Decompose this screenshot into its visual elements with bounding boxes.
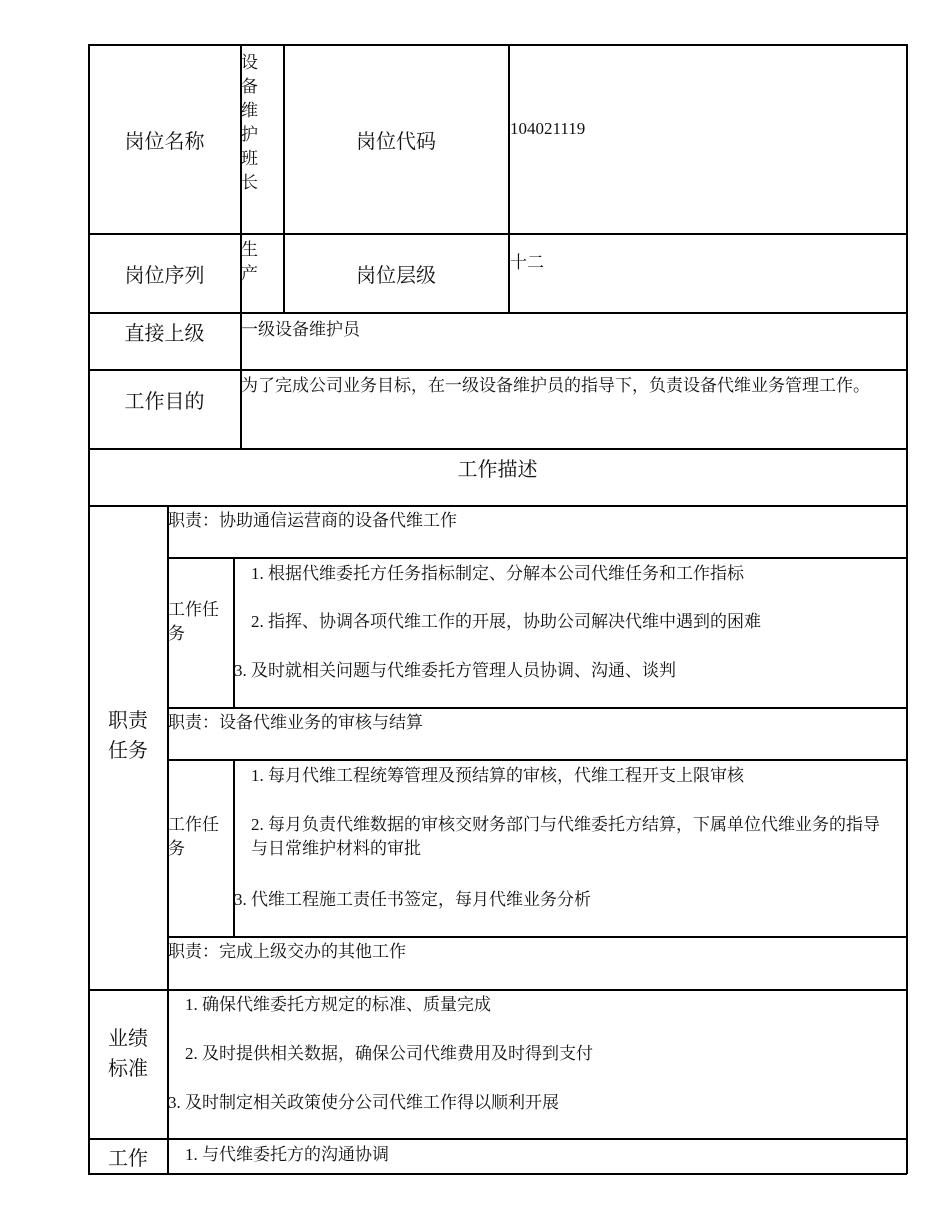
position-level-label: 岗位层级 — [356, 264, 436, 287]
task-item: 2. 每月负责代维数据的审核交财务部门与代维委托方结算，下属单位代维业务的指导与日常维护材料的审批 — [251, 815, 880, 858]
position-series-value: 生产 — [241, 240, 258, 283]
performance-item: 2. 及时提供相关数据，确保公司代维费用及时得到支付 — [185, 1044, 593, 1063]
duty-title: 职责：设备代维业务的审核与结算 — [168, 713, 423, 732]
task-item: 3. 及时就相关问题与代维委托方管理人员协调、沟通、谈判 — [234, 661, 676, 680]
position-level-value: 十二 — [510, 253, 544, 272]
task-item: 1. 根据代维委托方任务指标制定、分解本公司代维任务和工作指标 — [251, 564, 744, 583]
position-code-value: 104021119 — [510, 119, 586, 138]
position-series-label: 岗位序列 — [124, 264, 205, 287]
superior-value: 一级设备维护员 — [241, 320, 360, 339]
position-code-label: 岗位代码 — [356, 130, 436, 153]
performance-item: 1. 确保代维委托方规定的标准、质量完成 — [185, 995, 491, 1014]
goal-label: 工作目的 — [124, 390, 205, 413]
tasks-label: 工作任务 — [168, 600, 219, 643]
work-relations-label: 工作 — [108, 1147, 148, 1170]
position-name-label: 岗位名称 — [124, 130, 205, 153]
goal-value: 为了完成公司业务目标，在一级设备维护员的指导下，负责设备代维业务管理工作。 — [241, 376, 870, 395]
duty-title: 职责：完成上级交办的其他工作 — [168, 942, 406, 961]
duties-label: 职责任务 — [108, 710, 148, 762]
duty-title: 职责：协助通信运营商的设备代维工作 — [168, 511, 457, 530]
performance-item: 3. 及时制定相关政策使分公司代维工作得以顺利开展 — [168, 1093, 559, 1112]
superior-label: 直接上级 — [124, 322, 205, 345]
position-name-value: 设备维护班长 — [241, 53, 258, 192]
description-title: 工作描述 — [457, 458, 538, 481]
work-relations-item: 1. 与代维委托方的沟通协调 — [185, 1145, 389, 1164]
task-item: 2. 指挥、协调各项代维工作的开展，协助公司解决代维中遇到的困难 — [251, 612, 761, 631]
performance-label: 业绩标准 — [108, 1028, 148, 1080]
task-item: 3. 代维工程施工责任书签定，每月代维业务分析 — [234, 890, 591, 909]
task-item: 1. 每月代维工程统筹管理及预结算的审核，代维工程开支上限审核 — [251, 766, 744, 785]
tasks-label: 工作任务 — [168, 815, 219, 858]
